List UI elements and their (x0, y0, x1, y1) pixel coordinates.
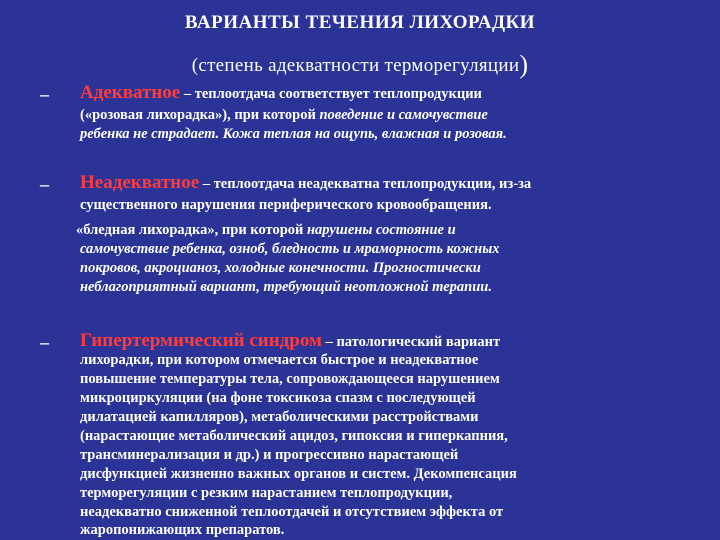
bullet-dash: – (40, 174, 49, 194)
item-hyperthermic-line: дисфункцией жизненно важных органов и систем. Декомпенсация (80, 466, 517, 482)
item-inadequate-line-5: покровов, акроцианоз, холодные конечности. Прогностически (80, 260, 481, 276)
item-adequate-term: Адекватное (80, 82, 181, 103)
item-inadequate-definition: – теплоотдача неадекватна теплопродукции, из-за (199, 176, 532, 192)
item-hyperthermic-term: Гипертермический синдром (80, 330, 322, 351)
item-adequate-line-2-italic: поведение и самочувствие (319, 107, 488, 123)
item-adequate-line-1 (80, 82, 482, 104)
item-inadequate-line-3 (76, 222, 456, 239)
item-adequate-line-2 (80, 107, 488, 124)
slide-title: ВАРИАНТЫ ТЕЧЕНИЯ ЛИХОРАДКИ (184, 12, 536, 33)
item-inadequate-line-2: существенного нарушения периферического кровообращения. (80, 197, 492, 213)
item-hyperthermic-line: терморегуляции с резким нарастанием теплопродукции, (80, 485, 453, 501)
item-hyperthermic-line: лихорадки, при котором отмечается быстрое и неадекватное (80, 352, 479, 368)
item-hyperthermic-line: микроциркуляции (на фоне токсикоза спазм с последующей (80, 390, 476, 406)
item-hyperthermic-line: повышение температуры тела, сопровождающееся нарушением (80, 371, 500, 387)
item-inadequate-line-6: неблагоприятный вариант, требующий неотложной терапии. (80, 279, 492, 295)
item-hyperthermic-line-1 (80, 330, 500, 352)
subtitle-text: (степень адекватности терморегуляции (191, 55, 520, 76)
item-inadequate-line-4: самочувствие ребенка, озноб, бледность и мраморность кожных (80, 241, 500, 257)
item-hyperthermic-line: трансминерализация и др.) и прогрессивно нарастающей (80, 447, 459, 463)
item-hyperthermic-line: дилатацией капилляров), метаболическими расстройствами (80, 409, 479, 425)
item-inadequate-term: Неадекватное (80, 172, 200, 193)
item-adequate-definition: – теплоотдача соответствует теплопродукции (180, 86, 482, 102)
slide-subtitle (0, 50, 720, 80)
item-hyperthermic-definition: – патологический вариант (321, 334, 501, 350)
item-inadequate-line-1 (80, 172, 531, 194)
item-hyperthermic-line: жаропонижающих препаратов. (80, 522, 285, 538)
bullet-dash: – (40, 332, 49, 352)
item-adequate-line-2-plain: («розовая лихорадка»), при которой (80, 107, 320, 123)
subtitle-close-paren: ) (519, 50, 529, 79)
item-inadequate-line-3-plain: «бледная лихорадка», при которой (76, 222, 307, 238)
item-hyperthermic-line: неадекватно сниженной теплоотдачей и отсутствием эффекта от (80, 504, 504, 520)
item-inadequate-line-3-italic: нарушены состояние и (307, 222, 456, 238)
bullet-dash: – (40, 84, 49, 104)
item-hyperthermic-line: (нарастающие метаболический ацидоз, гипоксия и гиперкапния, (80, 428, 508, 444)
item-adequate-line-3: ребенка не страдает. Кожа теплая на ощупь, влажная и розовая. (80, 126, 507, 142)
